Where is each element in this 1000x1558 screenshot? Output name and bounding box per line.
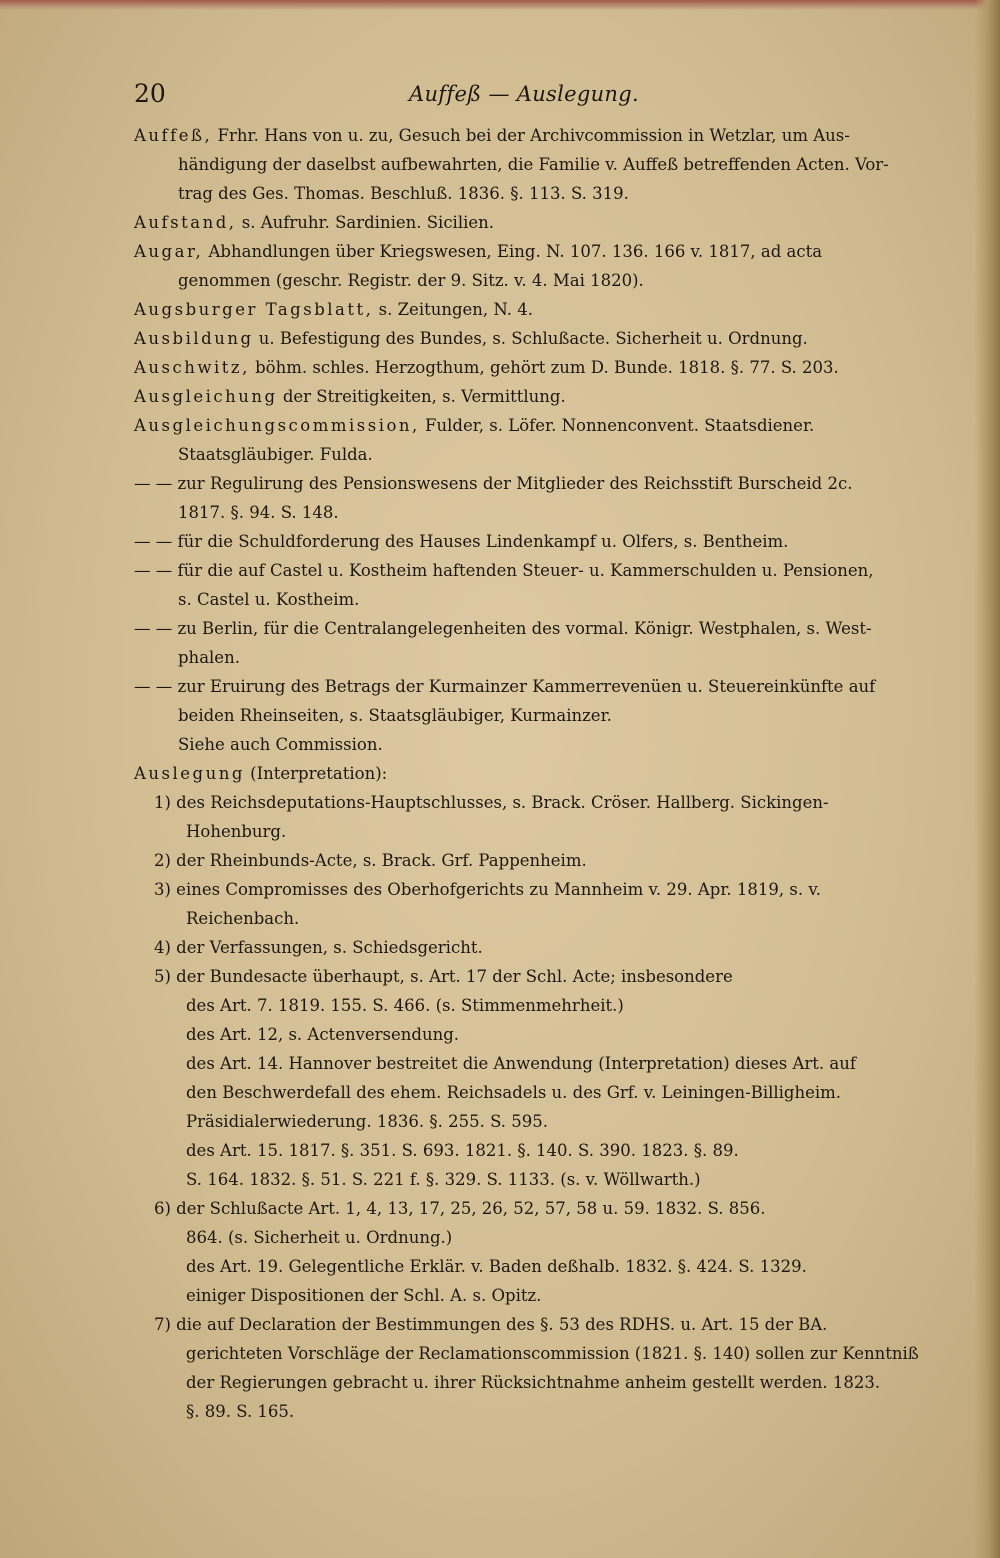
entry-text: beiden Rheinseiten, s. Staatsgläubiger, Kurmainzer. xyxy=(178,706,612,725)
page-top-edge xyxy=(0,0,1000,10)
entry-text: — — zur Regulirung des Pensionswesens der Mitglieder des Reichsstift Burscheid 2c. xyxy=(134,474,853,493)
entry-text: 2) der Rheinbunds-Acte, s. Brack. Grf. Pappenheim. xyxy=(154,851,587,870)
index-line xyxy=(134,527,919,556)
page-right-edge xyxy=(974,0,1000,1558)
entry-text: 4) der Verfassungen, s. Schiedsgericht. xyxy=(154,938,483,957)
entry-keyword: Aufstand, xyxy=(134,213,237,232)
entry-text: des Art. 12, s. Actenversendung. xyxy=(186,1025,460,1044)
index-line xyxy=(134,1049,919,1078)
entry-keyword: Auslegung xyxy=(134,764,245,783)
entry-text: Staatsgläubiger. Fulda. xyxy=(178,445,373,464)
entry-text: des Art. 15. 1817. §. 351. S. 693. 1821. §. 140. S. 390. 1823. §. 89. xyxy=(186,1141,739,1160)
entry-text: §. 89. S. 165. xyxy=(186,1402,295,1421)
entry-keyword: Ausgleichung xyxy=(134,387,278,406)
entry-text: s. Aufruhr. Sardinien. Sicilien. xyxy=(236,213,495,232)
entry-text: der Streitigkeiten, s. Vermittlung. xyxy=(277,387,566,406)
index-line xyxy=(134,701,919,730)
entry-text: Reichenbach. xyxy=(186,909,300,928)
entry-text: S. 164. 1832. §. 51. S. 221 f. §. 329. S. 1133. (s. v. Wöllwarth.) xyxy=(186,1170,701,1189)
entry-text: phalen. xyxy=(178,648,240,667)
entry-text: genommen (geschr. Registr. der 9. Sitz. v. 4. Mai 1820). xyxy=(178,271,644,290)
index-line xyxy=(134,788,919,817)
index-line xyxy=(134,759,919,788)
entry-text: u. Befestigung des Bundes, s. Schlußacte. Sicherheit u. Ordnung. xyxy=(253,329,808,348)
index-line xyxy=(134,933,919,962)
page-header xyxy=(134,78,914,114)
entry-text: böhm. schles. Herzogthum, gehört zum D. Bunde. 1818. §. 77. S. 203. xyxy=(249,358,839,377)
entry-text: gerichteten Vorschläge der Reclamationscommission (1821. §. 140) sollen zur Kenntniß xyxy=(185,1344,919,1363)
index-line xyxy=(134,1136,919,1165)
index-line xyxy=(134,614,919,643)
entry-text: einiger Dispositionen der Schl. A. s. Opitz. xyxy=(186,1286,542,1305)
entry-text: Frhr. Hans von u. zu, Gesuch bei der Archivcommission in Wetzlar, um Aus- xyxy=(212,126,850,145)
index-line xyxy=(134,208,919,237)
entry-keyword: Auffeß, xyxy=(134,126,213,145)
index-line xyxy=(134,295,919,324)
entry-text: — — zu Berlin, für die Centralangelegenheiten des vormal. Königr. Westphalen, s. West- xyxy=(134,619,872,638)
index-line xyxy=(134,1194,919,1223)
entry-text: den Beschwerdefall des ehem. Reichsadels u. des Grf. v. Leiningen-Billigheim. xyxy=(186,1083,842,1102)
entry-text: — — zur Eruirung des Betrags der Kurmainzer Kammerrevenüen u. Steuereinkünfte auf xyxy=(134,677,876,696)
index-line xyxy=(134,1020,919,1049)
entry-text: Präsidialerwiederung. 1836. §. 255. S. 595. xyxy=(186,1112,549,1131)
index-line xyxy=(134,962,919,991)
index-line xyxy=(134,1368,919,1397)
index-line xyxy=(134,875,919,904)
entry-keyword: Augar, xyxy=(134,242,204,261)
entry-keyword: Ausgleichungscommission, xyxy=(134,416,420,435)
entry-text: händigung der daselbst aufbewahrten, die Familie v. Auffeß betreffenden Acten. Vor- xyxy=(178,155,889,174)
entry-keyword: Ausbildung xyxy=(134,329,254,348)
entry-keyword: Augsburger Tagsblatt, xyxy=(134,300,374,319)
entry-text: s. Castel u. Kostheim. xyxy=(178,590,360,609)
index-line xyxy=(134,556,919,585)
index-line xyxy=(134,266,919,295)
index-line xyxy=(134,1339,918,1368)
entry-text: 3) eines Compromisses des Oberhofgerichts zu Mannheim v. 29. Apr. 1819, s. v. xyxy=(154,880,821,899)
entry-text: des Art. 7. 1819. 155. S. 466. (s. Stimmenmehrheit.) xyxy=(186,996,624,1015)
entry-text: Abhandlungen über Kriegswesen, Eing. N. 107. 136. 166 v. 1817, ad acta xyxy=(203,242,823,261)
index-line xyxy=(134,353,919,382)
index-line xyxy=(134,469,919,498)
entry-text: des Art. 19. Gelegentliche Erklär. v. Baden deßhalb. 1832. §. 424. S. 1329. xyxy=(186,1257,807,1276)
index-line xyxy=(134,237,919,266)
running-head: Auffeß — Auslegung. xyxy=(409,82,639,106)
entry-text: 1817. §. 94. S. 148. xyxy=(178,503,339,522)
entry-text: 864. (s. Sicherheit u. Ordnung.) xyxy=(186,1228,453,1247)
index-line xyxy=(134,585,919,614)
index-entries xyxy=(134,121,919,1426)
index-line xyxy=(134,1310,919,1339)
index-line xyxy=(134,1397,919,1426)
index-line xyxy=(134,1107,919,1136)
entry-text: — — für die Schuldforderung des Hauses Lindenkampf u. Olfers, s. Bentheim. xyxy=(134,532,789,551)
index-line xyxy=(134,1252,919,1281)
index-line xyxy=(134,904,919,933)
index-line xyxy=(134,324,919,353)
entry-text: (Interpretation): xyxy=(244,764,388,783)
index-line xyxy=(134,730,919,759)
entry-text: Hohenburg. xyxy=(186,822,287,841)
entry-text: 5) der Bundesacte überhaupt, s. Art. 17 der Schl. Acte; insbesondere xyxy=(154,967,733,986)
entry-text: 1) des Reichsdeputations-Hauptschlusses, s. Brack. Cröser. Hallberg. Sickingen- xyxy=(154,793,829,812)
index-line xyxy=(134,150,919,179)
index-line xyxy=(134,1165,919,1194)
entry-text: der Regierungen gebracht u. ihrer Rücksichtnahme anheim gestellt werden. 1823. xyxy=(186,1373,881,1392)
entry-text: 7) die auf Declaration der Bestimmungen des §. 53 des RDHS. u. Art. 15 der BA. xyxy=(154,1315,828,1334)
entry-text: s. Zeitungen, N. 4. xyxy=(373,300,534,319)
entry-keyword: Auschwitz, xyxy=(134,358,250,377)
entry-text: trag des Ges. Thomas. Beschluß. 1836. §. 113. S. 319. xyxy=(178,184,629,203)
index-line xyxy=(134,1223,919,1252)
index-line xyxy=(134,991,919,1020)
index-line xyxy=(134,1078,919,1107)
entry-text: Fulder, s. Löfer. Nonnenconvent. Staatsdiener. xyxy=(419,416,815,435)
entry-text: Siehe auch Commission. xyxy=(178,735,383,754)
index-line xyxy=(134,672,919,701)
entry-text: — — für die auf Castel u. Kostheim haftenden Steuer- u. Kammerschulden u. Pensionen, xyxy=(134,561,874,580)
entry-text: 6) der Schlußacte Art. 1, 4, 13, 17, 25, 26, 52, 57, 58 u. 59. 1832. S. 856. xyxy=(154,1199,766,1218)
index-line xyxy=(134,846,919,875)
page-number: 20 xyxy=(134,79,166,108)
index-line xyxy=(134,121,919,150)
index-line xyxy=(134,1281,919,1310)
index-line xyxy=(134,440,919,469)
entry-text: des Art. 14. Hannover bestreitet die Anwendung (Interpretation) dieses Art. auf xyxy=(186,1054,856,1073)
index-line xyxy=(134,179,919,208)
index-line xyxy=(134,498,919,527)
index-line xyxy=(134,411,919,440)
index-line xyxy=(134,382,919,411)
index-line xyxy=(134,817,919,846)
index-line xyxy=(134,643,919,672)
